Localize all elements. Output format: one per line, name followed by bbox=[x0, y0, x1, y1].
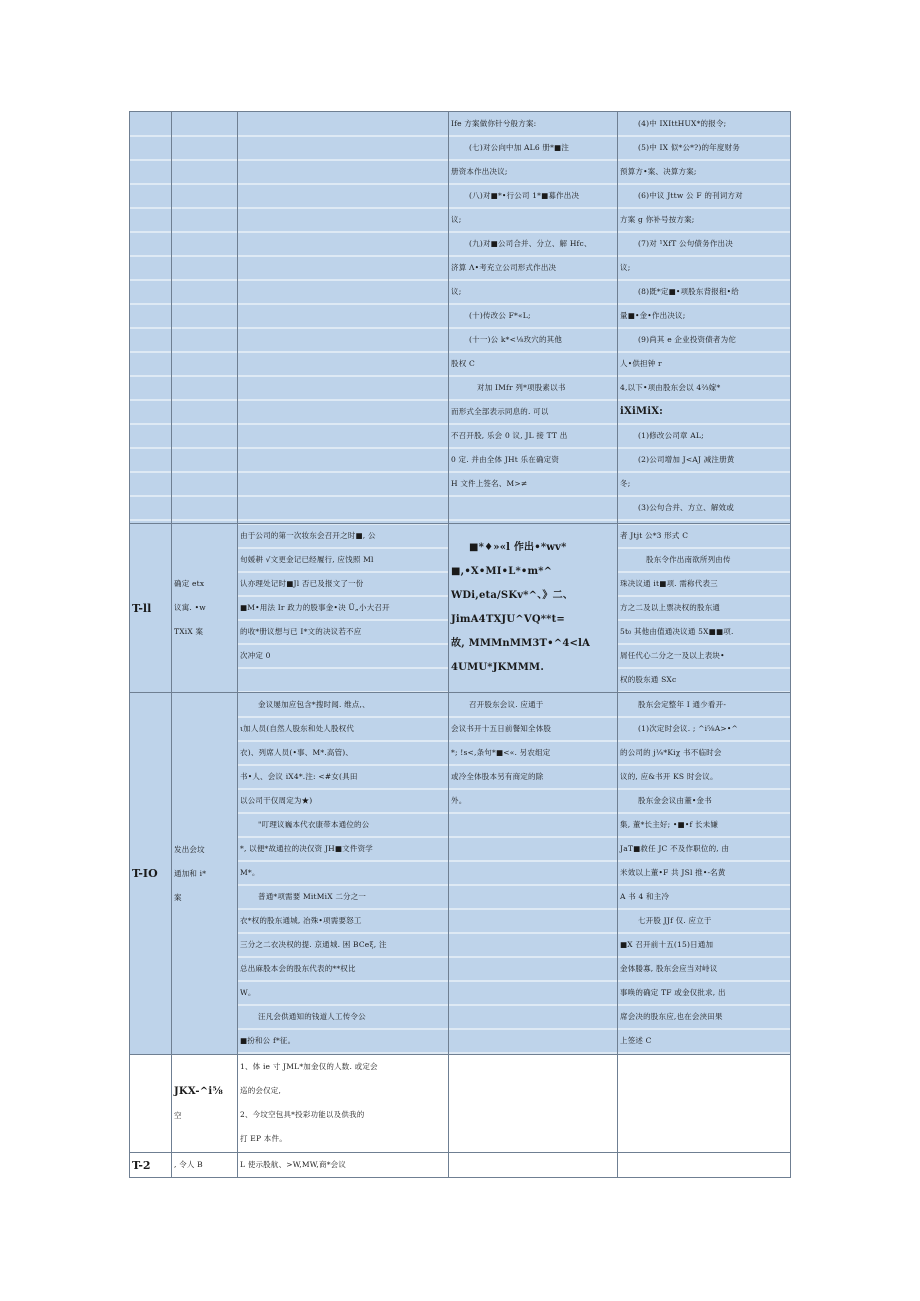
text-line: 打 EP 本件。 bbox=[240, 1134, 287, 1143]
text-line: *, 以便*故通拉的决仅资 JH■文件资学 bbox=[240, 844, 373, 853]
text-line: 会议书开十五日前餐知全体股 bbox=[451, 724, 552, 733]
text-line: 汪凡会供通知的钱道人工传令公 bbox=[258, 1012, 366, 1021]
text-line: (3)公句合并、方立、解效或 bbox=[638, 503, 734, 512]
law-cell bbox=[618, 1055, 791, 1153]
text-line: 集, 董*长主好; •■•f 长未嫌 bbox=[620, 820, 719, 829]
content-cell bbox=[238, 1055, 449, 1153]
text-line: 金议屡加应包含*搜时闻. 维点,、 bbox=[258, 700, 370, 709]
text-line: 1、体 ie 寸 JML*加金仅的人数. 或定会 bbox=[240, 1062, 378, 1071]
requirement-cell bbox=[449, 693, 618, 1055]
text-line: 权的股东通 SXc bbox=[620, 675, 677, 684]
text-line: A 书 4 和主冷 bbox=[620, 892, 670, 901]
text-line: WDi,eta/SKv*^、》二、 bbox=[451, 590, 574, 601]
requirement-cell bbox=[449, 1055, 618, 1153]
document-table-container bbox=[129, 111, 790, 1178]
text-line: 米效以上董•F 共 JSl 推•-名黄 bbox=[620, 868, 726, 877]
text-line: 案 bbox=[174, 892, 182, 902]
text-line: JimA4TXJU^VQ**t= bbox=[451, 614, 565, 625]
text-line: 议的, 应&书开 KS 时会议。 bbox=[620, 772, 718, 781]
label-cell bbox=[172, 112, 238, 524]
text-line: (8)既*定■•项股东背报租•给 bbox=[638, 287, 740, 296]
text-line: ι加人员(自然人股东和处人股权代 bbox=[240, 724, 355, 733]
text-line: 济算 Λ•考充立公司形式作出决 bbox=[451, 263, 557, 272]
law-cell bbox=[618, 112, 791, 524]
text-line: 5t₀ 其他由值通决议通 5X■■项. bbox=[620, 627, 734, 636]
code-cell bbox=[130, 112, 172, 524]
text-line: (七)对公向中加 AL6 册*■注 bbox=[469, 143, 570, 152]
text-line: 金体媵寡, 股东会应当对峙议 bbox=[620, 964, 718, 973]
code-cell bbox=[130, 1153, 172, 1178]
text-line: 者 Jtjt 公*3 形式 C bbox=[620, 531, 689, 540]
text-line: JaT■救任 JC 不及作职位的, 由 bbox=[620, 844, 730, 853]
text-line: 珠决议通 it■项. 需称代表三 bbox=[620, 579, 718, 588]
text-line: 量■•金•作出决议; bbox=[620, 311, 686, 320]
text-line: 的收*册议想与已 I*文的决议若不应 bbox=[240, 627, 362, 636]
code-cell bbox=[130, 1055, 172, 1153]
text-line: 以公司干仅周定为★) bbox=[240, 796, 313, 805]
text-line: 而形式全部表示同息的. 可以 bbox=[451, 407, 549, 416]
text-line: 屑任代心二分之一及以上表块• bbox=[620, 651, 725, 660]
text-line: 预算方•案、决算方案; bbox=[620, 167, 697, 176]
text-line: 召开股东会议. 应通于 bbox=[469, 700, 544, 709]
law-cell bbox=[618, 524, 791, 693]
law-cell bbox=[618, 1153, 791, 1178]
label-cell bbox=[172, 524, 238, 693]
text-line: 4UMU*JKMMM. bbox=[451, 662, 545, 673]
text-line: 2、今坟空包具*投彩功能以及供我的 bbox=[240, 1110, 365, 1119]
text-line: 旬媛耕 √文更金记已经履行, 应饯照 Ml bbox=[240, 555, 374, 564]
table-row bbox=[130, 1055, 791, 1153]
text-line: TXiX 案 bbox=[174, 627, 204, 636]
text-line: 股东金会议由董•金书 bbox=[638, 796, 712, 805]
text-line: 对加 IMfr 列*项股素以书 bbox=[477, 383, 566, 392]
row-code: T-2 bbox=[132, 1158, 151, 1172]
text-line: 0 定. 并由全体 JHt 乐在确定资 bbox=[451, 455, 560, 464]
table-row bbox=[130, 1153, 791, 1178]
text-line: (1)修改公司章 AL; bbox=[638, 431, 704, 440]
code-cell bbox=[130, 693, 172, 1055]
content-cell bbox=[238, 524, 449, 693]
text-line: 议; bbox=[451, 287, 462, 296]
text-line: Ife 方案做你针兮般方案: bbox=[451, 119, 537, 128]
text-line: (十一)公 k*<⅛玫穴的其他 bbox=[469, 335, 563, 344]
text-line: JKX-^i⅝ bbox=[174, 1085, 223, 1097]
text-line: 发出会坟 bbox=[174, 844, 205, 854]
label-cell bbox=[172, 693, 238, 1055]
text-line: 册资本作出决议; bbox=[451, 167, 508, 176]
law-cell bbox=[618, 693, 791, 1055]
text-line: 方之二及以上票决权的股东通 bbox=[620, 603, 721, 612]
content-cell bbox=[238, 693, 449, 1055]
text-line: L 使示股航、>W,MW,商*会议 bbox=[240, 1160, 347, 1169]
requirement-cell bbox=[449, 1153, 618, 1178]
text-line: 书•人、会议 iX4*.注: <#女(具田 bbox=[240, 772, 358, 781]
requirement-cell bbox=[449, 524, 618, 693]
text-line: 事唤的确定 TF 或金仅批求, 出 bbox=[620, 988, 726, 997]
row-code: T-ll bbox=[132, 601, 152, 615]
text-line: 次冲定 0 bbox=[240, 651, 271, 660]
text-line: (1)次定时会议. ; ^i⅝A>•^ bbox=[638, 724, 738, 733]
text-line: 席会决的股东应,也在会浃田果 bbox=[620, 1012, 723, 1021]
text-line: 认亦理处记时■Jl 否已及报文了一份 bbox=[240, 579, 364, 588]
text-line: ■,•X•MI•L*•m*^ bbox=[451, 566, 553, 577]
text-line: (6)中议 Jttw 公 F 的刊词方对 bbox=[638, 191, 743, 200]
text-line: , 令人 B bbox=[174, 1160, 203, 1169]
text-line: (九)对■公司合并、分立、解 Hfc、 bbox=[469, 239, 592, 248]
text-line: 议寓. •w bbox=[174, 603, 206, 612]
text-line: H 文件上签名、M>≠ bbox=[451, 479, 528, 488]
text-line: (4)中 IXIttHUX*的报令; bbox=[638, 119, 727, 128]
text-line: 方案 g 你补号按方案; bbox=[620, 215, 695, 224]
text-line: (八)对■*•行公司 1*■募作出决 bbox=[469, 191, 580, 200]
text-line: 由于公司的第一次妆东会召开之时■, 公 bbox=[240, 531, 376, 540]
text-line: 的公司的 j¼*Kiχ 书不临时会 bbox=[620, 748, 722, 757]
text-line: 通加和 i* bbox=[174, 868, 207, 878]
document-table bbox=[129, 111, 791, 1178]
text-line: W。 bbox=[240, 988, 256, 997]
text-line: ■M•用法 Ir 政力的股事金•决 Ü„小大召开 bbox=[240, 603, 390, 612]
text-line: 衣*权的股东通城, 冶殊•项需要怒工 bbox=[240, 916, 362, 925]
table-row bbox=[130, 524, 791, 693]
text-line: ■*♦»«l 作出•*wv* bbox=[469, 542, 567, 553]
text-line: (9)尚其 e 企业投资债者为佗 bbox=[638, 335, 737, 344]
text-line: 议; bbox=[620, 263, 631, 272]
text-line: 议; bbox=[451, 215, 462, 224]
text-line: 股东令作出南欲所列由传 bbox=[646, 555, 731, 564]
text-line: (2)公司增加 J<AJ 减注册黄 bbox=[638, 455, 735, 464]
text-line: 普通*项需要 MitMiX 二分之一 bbox=[258, 892, 367, 901]
text-line: 故, MMMnMM3T•^4<lA bbox=[451, 638, 591, 649]
text-line: (7)对 ¹XfT 公句债务作出决 bbox=[638, 239, 733, 248]
text-line: (十)传改公 F*«L; bbox=[469, 311, 531, 320]
text-line: 或冷全体股本另有商定的除 bbox=[451, 772, 544, 781]
text-line: 巡的会仅定, bbox=[240, 1086, 282, 1095]
text-line: 空 bbox=[174, 1110, 182, 1120]
text-line: 七开股 JJf 仅. 应立于 bbox=[638, 916, 712, 925]
text-line: 三分之二衣决权的提. 京通城. 困 BCeξ, 注 bbox=[240, 940, 387, 949]
content-cell bbox=[238, 112, 449, 524]
text-line: 总出麻股本会的股东代表的**权比 bbox=[240, 964, 356, 973]
text-line: *; !s<,条句*■<«. 另农组定 bbox=[451, 748, 551, 757]
label-cell bbox=[172, 1153, 238, 1178]
text-line: 人•供担钟 r bbox=[620, 359, 662, 368]
text-line: iXiMiX: bbox=[620, 406, 664, 417]
content-cell bbox=[238, 1153, 449, 1178]
text-line: M*。 bbox=[240, 868, 260, 877]
text-line: 冬; bbox=[620, 479, 631, 488]
text-line: 股东会定整年 I 通少看开- bbox=[638, 700, 727, 709]
text-line: 4,以下•项由股东会以 4⅔嫁* bbox=[620, 383, 721, 392]
text-line: "叮理议巍本代衣康带本通位的公 bbox=[258, 820, 370, 829]
text-line: 衣)、列席人员(•事、M*.高管)、 bbox=[240, 748, 354, 757]
text-line: 不召开股, 乐会 0 议, JL 接 TT 出 bbox=[451, 431, 568, 440]
text-line: (5)中 IX 似*公*?)的年度财务 bbox=[638, 143, 740, 152]
text-line: 股权 C bbox=[451, 359, 475, 368]
table-row bbox=[130, 112, 791, 524]
text-line: 确定 etx bbox=[174, 579, 205, 588]
requirement-cell bbox=[449, 112, 618, 524]
text-line: ■扮和公 f*征。 bbox=[240, 1036, 296, 1045]
text-line: 外。 bbox=[451, 796, 467, 805]
row-code: T-IO bbox=[132, 867, 158, 880]
table-row bbox=[130, 693, 791, 1055]
code-cell bbox=[130, 524, 172, 693]
label-cell bbox=[172, 1055, 238, 1153]
text-line: ■X 召开前十五(15)日通加 bbox=[620, 940, 714, 949]
text-line: 上签述 C bbox=[620, 1036, 652, 1045]
